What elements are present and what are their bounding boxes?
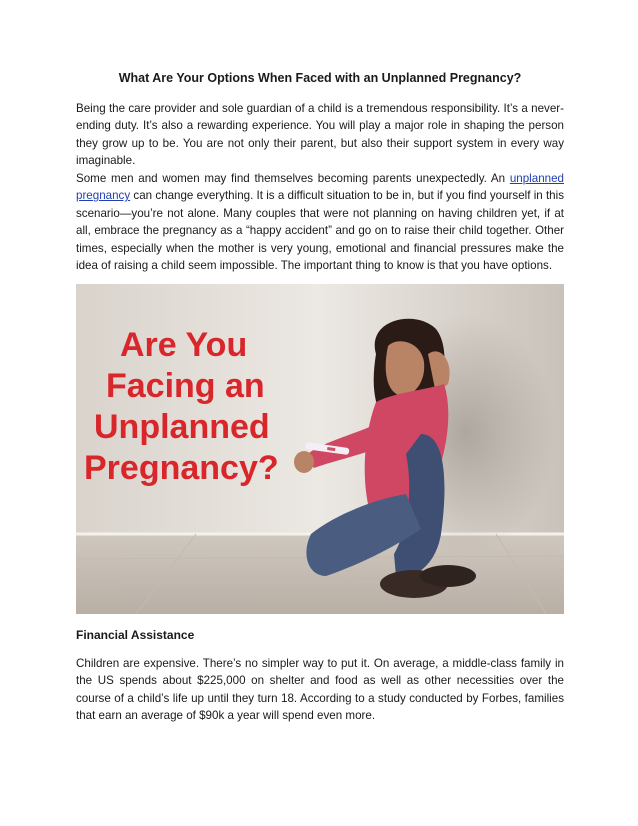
image-headline-line-3: Unplanned [94,408,270,446]
image-headline-line-1: Are You [120,326,248,364]
image-headline-line-2: Facing an [106,367,265,405]
paragraph-text-start: Some men and women may find themselves becoming parents unexpectedly. An [76,172,510,185]
financial-paragraph: Children are expensive. There’s no simpler way to put it. On average, a middle-class family in the US spends about $225,000 on shelter and food as well as other necessities over the course of a child’s life up until they turn 18. According to a study conducted by Forbes, families that earn an average of $90k a year will spend even more. [76,657,564,723]
document-title: What Are Your Options When Faced with an Unplanned Pregnancy? [118,71,522,85]
article-image [76,284,564,614]
options-paragraph [76,170,564,274]
intro-paragraph: Being the care provider and sole guardian of a child is a tremendous responsibility. It’s a never-ending duty. It’s also a rewarding experience. You will play a major role in shaping the person they grow up to be. You are not only their parent, but also their support system in every way imaginable. [76,102,564,168]
image-headline-line-4: Pregnancy? [84,449,279,487]
paragraph-text-end: can change everything. It is a difficult situation to be in, but if you find yourself in this scenario—you’re not alone. Many couples that were not planning on having children yet, if at all, embrace the pregnancy as a “happy accident” and go on to raise their child together. Other times, especially when the mother is very young, emotional and financial pressures make the idea of raising a child seem impossible. The important thing to know is that you have options. [76,189,564,273]
unplanned-pregnancy-link[interactable]: unplanned pregnancy [76,172,564,203]
section-heading: Financial Assistance [76,628,195,642]
